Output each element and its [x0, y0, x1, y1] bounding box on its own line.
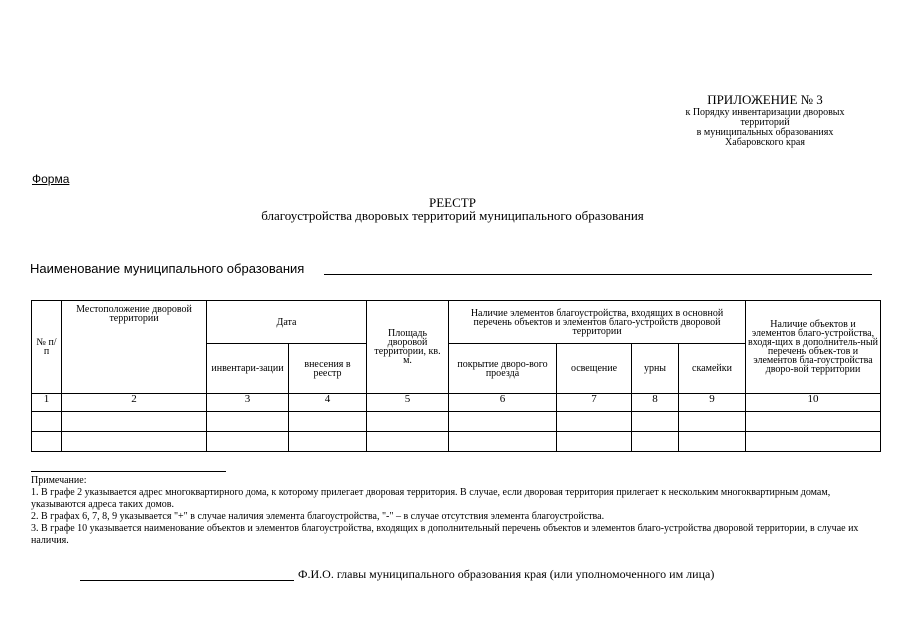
header-area: Площадь дворовой территории, кв. м. — [367, 301, 449, 394]
document-title — [0, 196, 905, 222]
registry-table — [31, 300, 881, 452]
empty-cell — [746, 432, 881, 452]
empty-cell — [557, 412, 632, 432]
empty-cell — [32, 412, 62, 432]
empty-cell — [207, 432, 289, 452]
empty-cell — [449, 412, 557, 432]
municipality-fill-line — [324, 274, 872, 275]
empty-cell — [632, 412, 679, 432]
signature-line — [80, 580, 294, 581]
empty-cell — [32, 432, 62, 452]
notes-separator — [31, 471, 226, 472]
empty-cell — [289, 432, 367, 452]
empty-cell — [367, 432, 449, 452]
appendix-line-2: территорий — [740, 117, 790, 128]
empty-cell — [367, 412, 449, 432]
form-label: Форма — [32, 172, 70, 186]
empty-cell — [62, 412, 207, 432]
header-location: Местоположение дворовой территории — [62, 301, 207, 394]
header-date-entry: внесения в реестр — [289, 344, 367, 394]
empty-cell — [746, 412, 881, 432]
empty-cell — [632, 432, 679, 452]
title-subtitle: благоустройства дворовых территорий муниципального образования — [261, 208, 644, 223]
note-3: 3. В графе 10 указывается наименование объектов и элементов благоустройства, входящих в дополнительный перечень объектов и элементов благо-устройства дворовой территории, в случае их наличия. — [31, 523, 859, 546]
header-basic-elements: Наличие элементов благоустройства, входящих в основной перечень объектов и элементов благо-устройств дворовой территории — [449, 301, 746, 344]
empty-cell — [62, 432, 207, 452]
empty-cell — [679, 412, 746, 432]
col-index: 2 — [62, 394, 207, 412]
col-index: 4 — [289, 394, 367, 412]
column-number-row — [32, 394, 881, 412]
col-index: 9 — [679, 394, 746, 412]
empty-cell — [557, 432, 632, 452]
appendix-heading: ПРИЛОЖЕНИЕ № 3 — [707, 92, 823, 107]
appendix-line-1: к Порядку инвентаризации дворовых — [685, 107, 845, 118]
col-index: 8 — [632, 394, 679, 412]
table-row — [32, 412, 881, 432]
appendix-header — [630, 92, 900, 148]
empty-cell — [679, 432, 746, 452]
header-number: № п/п — [32, 301, 62, 394]
appendix-line-4: Хабаровского края — [725, 137, 805, 148]
col-index: 3 — [207, 394, 289, 412]
header-pavement: покрытие дворо-вого проезда — [449, 344, 557, 394]
title-registry: РЕЕСТР — [429, 195, 476, 210]
col-index: 6 — [449, 394, 557, 412]
signature-caption: Ф.И.О. главы муниципального образования края (или уполномоченного им лица) — [298, 567, 715, 581]
appendix-line-3: в муниципальных образованиях — [696, 127, 834, 138]
header-date: Дата — [207, 301, 367, 344]
col-index: 7 — [557, 394, 632, 412]
empty-cell — [207, 412, 289, 432]
col-index: 1 — [32, 394, 62, 412]
table-row — [32, 432, 881, 452]
header-date-inventory: инвентари-зации — [207, 344, 289, 394]
header-additional-elements: Наличие объектов и элементов благо-устройства, входя-щих в дополнитель-ный перечень объек-тов и элементов бла-гоустройства дворо-вой территории — [746, 301, 881, 394]
empty-cell — [289, 412, 367, 432]
header-bins: урны — [632, 344, 679, 394]
empty-cell — [449, 432, 557, 452]
note-2: 2. В графах 6, 7, 8, 9 указывается "+" в случае наличия элемента благоустройства, "-" – в случае отсутствия элемента благоустройства. — [31, 511, 605, 522]
col-index: 10 — [746, 394, 881, 412]
header-benches: скамейки — [679, 344, 746, 394]
notes-heading: Примечание: — [31, 475, 87, 486]
municipality-label: Наименование муниципального образования — [30, 261, 305, 276]
col-index: 5 — [367, 394, 449, 412]
notes-block — [31, 475, 881, 547]
header-lighting: освещение — [557, 344, 632, 394]
note-1: 1. В графе 2 указывается адрес многоквартирного дома, к которому прилегает дворовая территория. В случае, если дворовая территория прилегает к нескольким многоквартирным домам, указываются адреса таких домов. — [31, 487, 831, 510]
